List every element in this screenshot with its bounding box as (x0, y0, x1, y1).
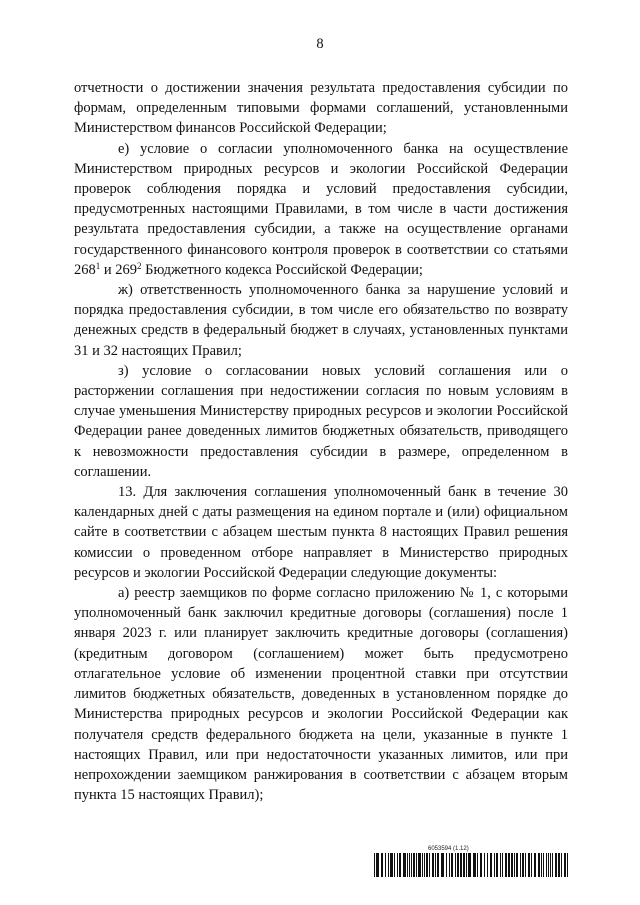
barcode-bar (460, 853, 462, 877)
barcode-bar (477, 853, 478, 877)
barcode-bar (424, 853, 425, 877)
barcode-bar (466, 853, 467, 877)
barcode-bar (437, 853, 439, 877)
barcode-bar (550, 853, 551, 877)
barcode-bar (432, 853, 434, 877)
barcode-bar (451, 853, 453, 877)
barcode-bar (490, 853, 492, 877)
barcode-bar (381, 853, 383, 877)
barcode-bar (449, 853, 450, 877)
superscript: 2 (137, 260, 142, 271)
barcode-bar (468, 853, 471, 877)
barcode-bar (531, 853, 532, 877)
text-segment: отчетности о достижении значения результата предоставления субсидии по формам, определенным типовыми формами соглашений, установленными Министерством финансов Российской Федерации; (74, 80, 568, 137)
barcode-bar (555, 853, 557, 877)
barcode-bar (528, 853, 530, 877)
barcode-bar (500, 853, 501, 877)
barcode-bar (397, 853, 398, 877)
barcode-bar (480, 853, 482, 877)
barcode-bar (473, 853, 476, 877)
barcode-bar (399, 853, 401, 877)
page-number: 8 (316, 36, 324, 52)
barcode-bar (487, 853, 488, 877)
barcode-bar (558, 853, 560, 877)
text-segment: Бюджетного кодекса Российской Федерации; (141, 261, 423, 278)
barcode-bar (376, 853, 379, 877)
barcode-bar (422, 853, 423, 877)
document-code: 6053594 (1.12) (428, 846, 469, 852)
barcode-bar (505, 853, 507, 877)
superscript: 1 (95, 260, 101, 271)
barcode-bar (520, 853, 521, 877)
barcode-bar (403, 853, 406, 877)
document-body (74, 78, 568, 805)
barcode-bar (567, 853, 568, 877)
barcode-bar (548, 853, 549, 877)
barcode-bar (388, 853, 389, 877)
barcode-bar (543, 853, 544, 877)
barcode-bar (534, 853, 536, 877)
barcode-bar (416, 853, 417, 877)
paragraph-p1 (74, 78, 568, 139)
barcode-bar (411, 853, 412, 877)
barcode-bar (446, 853, 447, 877)
barcode-bar (508, 853, 510, 877)
paragraph-p6 (74, 583, 568, 805)
barcode-bar (484, 853, 485, 877)
barcode-bar (455, 853, 456, 877)
barcode-bar (511, 853, 513, 877)
barcode-bar (418, 853, 421, 877)
barcode-bar (494, 853, 495, 877)
barcode-bar (457, 853, 459, 877)
text-segment: е) условие о согласии уполномоченного банка на осуществление Министерством природных ресурсов и экологии Российской Федерации проверок соблюдения порядка и условий предоставления субсидии, предусмотренных настоящими Правилами, в том числе в части достижения результата предоставления субсидии, а также на осуществление органами государственного финансового контроля проверок в соответствии со статьями 268 (74, 140, 568, 278)
text-segment: 13. Для заключения соглашения уполномоченный банк в течение 30 календарных дней с даты размещения на едином портале и (или) официальном сайте в соответствии с абзацем шестым пункта 8 настоящих Правил решения комиссии о проведенном отборе направляет в Министерство природных ресурсов и экологии Российской Федерации следующие документы: (74, 484, 568, 581)
barcode-bar (546, 853, 547, 877)
barcode-bar (561, 853, 562, 877)
barcode-bar (463, 853, 465, 877)
barcode-bar (374, 853, 375, 877)
barcode-bar (385, 853, 386, 877)
barcode-bar (525, 853, 526, 877)
text-segment: з) условие о согласовании новых условий соглашения или о расторжении соглашения при недостижении согласия по новым условиям в случае уменьшения Министерству природных ресурсов и экологии Российской Федерации ранее доведенных лимитов бюджетных обязательств, приводящего к невозможности предоставления субсидии в размере, определенном в соглашении. (74, 362, 568, 480)
text-segment: а) реестр заемщиков по форме согласно приложению № 1, с которыми уполномоченный банк заключил кредитные договоры (соглашения) после 1 января 2023 г. или планирует заключить кредитные договоры (соглашения) (кредитным договором (соглашением) может быть предусмотрено отлагательное условие об изменении процентной ставки при отсутствии лимитов бюджетных обязательств, доведенных в установленном порядке до Министерства природных ресурсов и экологии Российской Федерации как получателя средств федерального бюджета на цели, указанные в пункте 1 настоящих Правил, или при недостаточности указанных лимитов, или при непрохождении заемщиком ранжирования в соответствии с абзацем вторым пункта 15 настоящих Правил); (74, 585, 568, 804)
barcode-bar (413, 853, 415, 877)
barcode-bar (496, 853, 498, 877)
barcode-bar (394, 853, 395, 877)
barcode-bar (441, 853, 444, 877)
barcode-bar (429, 853, 430, 877)
paragraph-p5 (74, 482, 568, 583)
barcode-bar (502, 853, 503, 877)
barcode-image (374, 853, 568, 877)
paragraph-p2 (74, 139, 568, 280)
barcode-bar (516, 853, 518, 877)
barcode-bar (514, 853, 515, 877)
barcode-bar (409, 853, 410, 877)
barcode-bar (538, 853, 540, 877)
barcode-bar (426, 853, 428, 877)
barcode-bar (435, 853, 436, 877)
barcode-bar (522, 853, 524, 877)
barcode-bar (390, 853, 393, 877)
text-segment: и 269 (100, 261, 138, 278)
text-segment: ж) ответственность уполномоченного банка за нарушение условий и порядка предоставления субсидии, в том числе его обязательство по возврату денежных средств в федеральный бюджет в случаях, установленных пунктами 31 и 32 настоящих Правил; (74, 282, 568, 359)
barcode-bar (564, 853, 566, 877)
paragraph-p3 (74, 280, 568, 361)
barcode-bar (552, 853, 553, 877)
barcode-bar (407, 853, 408, 877)
paragraph-p4 (74, 361, 568, 482)
barcode-bar (541, 853, 542, 877)
